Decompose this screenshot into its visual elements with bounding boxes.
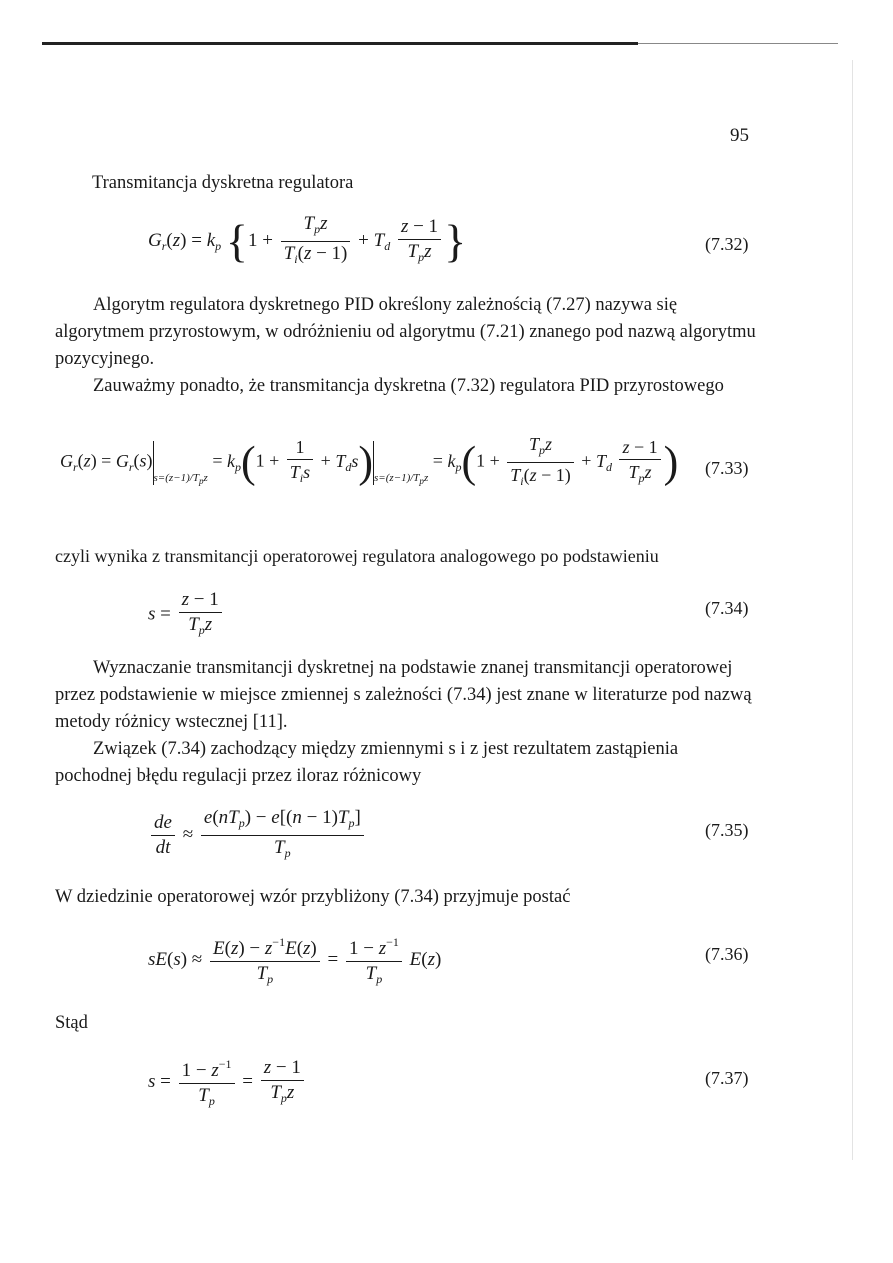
equation-number: (7.32) — [705, 234, 749, 254]
page-number: 95 — [730, 125, 749, 146]
paragraph-substitution: czyli wynika z transmitancji operatorowej regulatora analogowego po podstawieniu — [55, 546, 659, 566]
paragraph-algorithm: Algorytm regulatora dyskretnego PID określony zależnością (7.27) nazywa się algorytmem przyrostowym, w odróżnieniu od algorytmu (7.21) znanego pod nazwą algorytmu pozycyjnego. — [55, 295, 756, 369]
page-edge — [852, 60, 853, 1160]
equation-number: (7.35) — [705, 820, 749, 840]
header-rule — [42, 42, 638, 45]
equation-number: (7.36) — [705, 944, 749, 964]
paragraph-intro: Transmitancja dyskretna regulatora — [92, 173, 354, 193]
equation-7-35: $\frac{de}{dt}$ ≈ $\frac{e(nT_p) - e[(n - 1)T_p]}{T_p}$ — [148, 806, 367, 865]
header-rule-thin — [638, 43, 838, 44]
equation-number: (7.37) — [705, 1068, 749, 1088]
paragraph-method: Wyznaczanie transmitancji dyskretnej na podstawie znanej transmitancji operatorowej przez podstawienie w miejsce zmiennej s zależności (7.34) jest znane w literaturze pod nazwą metody różnicy wstecznej [11]. — [55, 658, 752, 732]
equation-7-34: s = $\frac{z - 1}{T_pz}$ — [148, 588, 225, 642]
paragraph-note: Zauważmy ponadto, że transmitancja dyskretna (7.32) regulatora PID przyrostowego — [93, 376, 724, 396]
equation-7-33: $G_r(z) = G_r(s)_{s=(z-1)/T_pz} = k_p(1$ + $\frac{1}{T_is}$ + $T_ds)_{s=(z-1)/T_pz} = k_p(1$ + $\frac{T_pz}{T_i(z - 1)}$ + $T_d$ $\frac{z - 1}{T_pz}$ ) — [60, 434, 679, 488]
equation-7-36: sE(s) ≈ $\frac{E(z) - z^{-1}E(z)}{T_p}$ = $\frac{1 - z^{-1}}{T_p}$ E(z) — [148, 930, 441, 991]
paragraph-relation: Związek (7.34) zachodzący między zmiennymi s i z jest rezultatem zastąpienia pochodnej błędu regulacji przez iloraz różnicowy — [55, 739, 679, 786]
equation-number: (7.33) — [705, 458, 749, 478]
paragraph-hence: Stąd — [55, 1013, 88, 1033]
paragraph-operator: W dziedzinie operatorowej wzór przybliżony (7.34) przyjmuje postać — [55, 887, 571, 907]
equation-number: (7.34) — [705, 598, 749, 618]
equation-7-37: s = $\frac{1 - z^{-1}}{T_p}$ = $\frac{z - 1}{T_pz}$ — [148, 1052, 307, 1113]
equation-7-32: $G_r(z) = k_p$ {1 + $\frac{T_pz}{T_i(z - 1)}$ + $T_d$ $\frac{z - 1}{T_pz}$ } — [148, 213, 467, 267]
